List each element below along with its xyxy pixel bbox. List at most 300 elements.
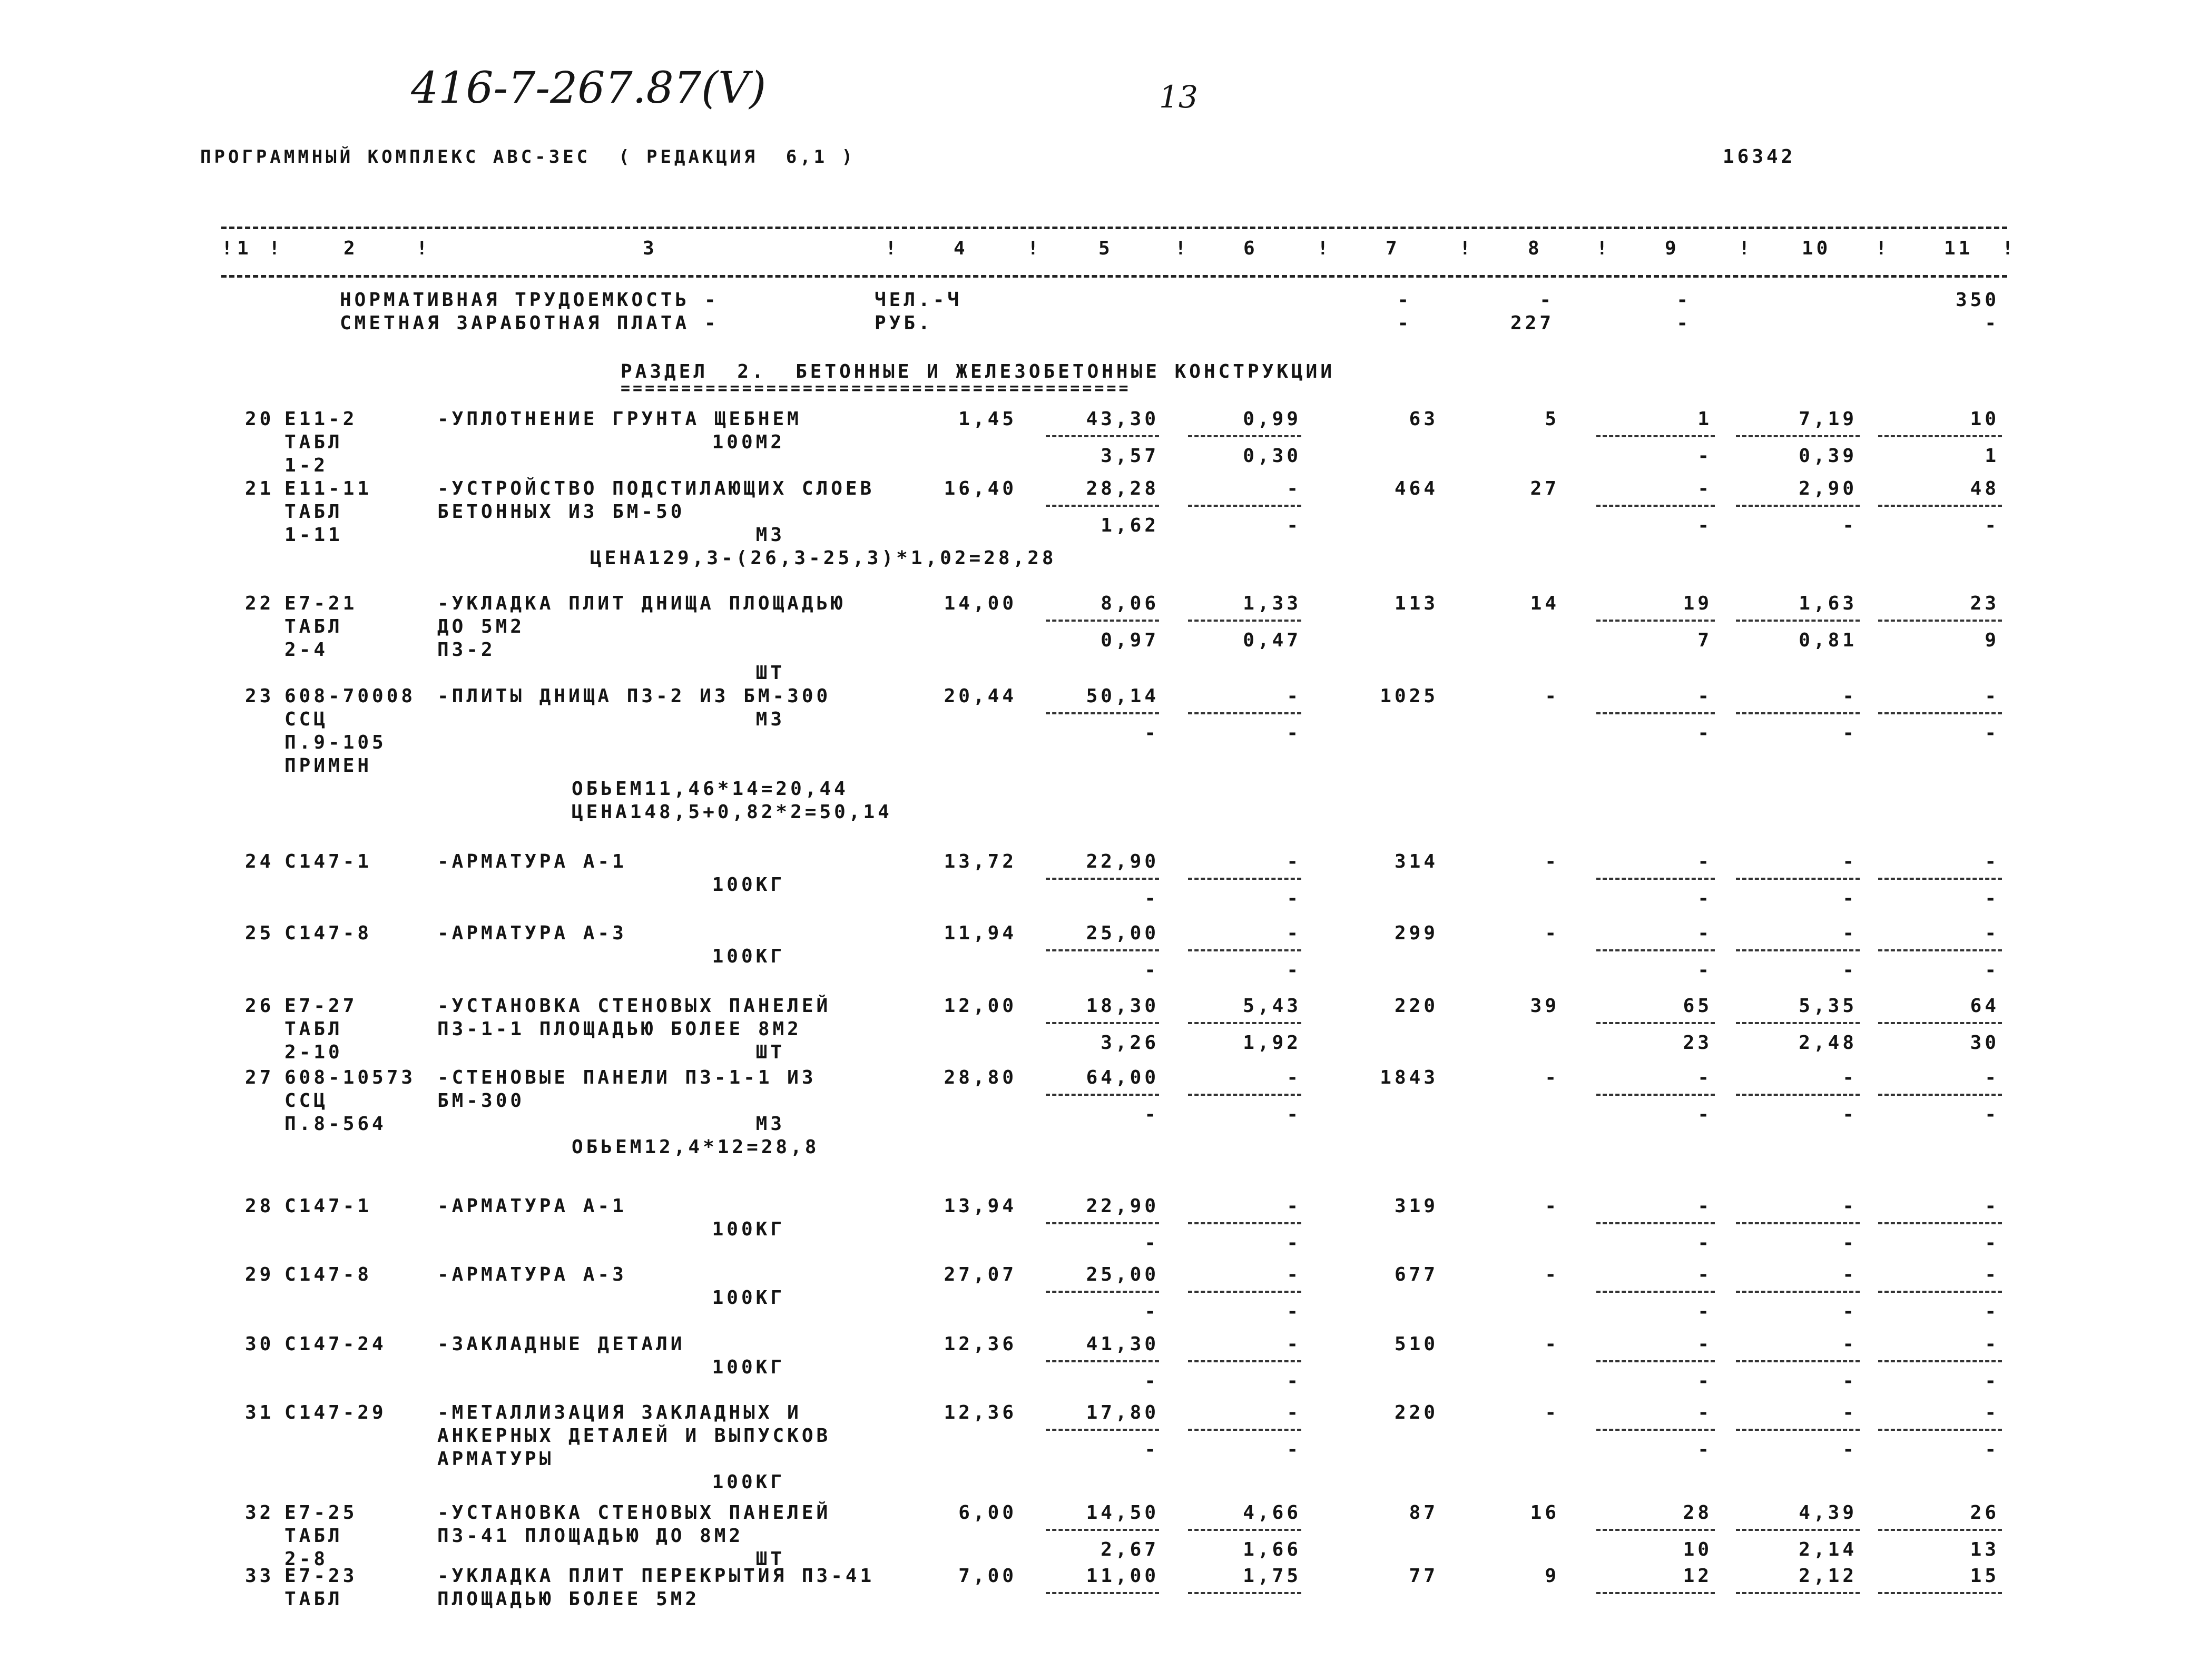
column-number-5: 5 <box>1098 238 1113 259</box>
row-number: 21 <box>245 478 274 499</box>
col5-value: 50,14 <box>1086 685 1159 707</box>
col5-sub-value: 3,26 <box>1101 1032 1159 1054</box>
col10-value: 1,63 <box>1799 593 1857 614</box>
row-code: Е7-27 <box>284 995 358 1017</box>
col9-sub-value: - <box>1697 1439 1712 1460</box>
col9-value: - <box>1697 685 1712 707</box>
row-description: -АРМАТУРА А-3 <box>437 1264 627 1285</box>
row-description: БЕТОННЫХ ИЗ БМ-50 <box>437 501 685 523</box>
col9-sub-value: 7 <box>1697 630 1712 651</box>
col11-divider <box>1878 712 2002 714</box>
col5-divider <box>1046 949 1159 951</box>
col5-divider <box>1046 620 1159 622</box>
col5-value: 22,90 <box>1086 1195 1159 1217</box>
col9-sub-value: - <box>1697 445 1712 467</box>
col9-value: - <box>1697 922 1712 944</box>
row-description: ПЗ-1-1 ПЛОЩАДЬЮ БОЛЕЕ 8М2 <box>437 1018 802 1040</box>
col9-sub-value: 23 <box>1683 1032 1712 1054</box>
col6-sub-value: 0,30 <box>1243 445 1301 467</box>
row-calc-note: ОБЬЕМ12,4*12=28,8 <box>572 1136 820 1158</box>
row-reference: П.8-564 <box>284 1113 387 1135</box>
col6-value: 5,43 <box>1243 995 1301 1017</box>
row-code: С147-1 <box>284 851 372 872</box>
row-description: -АРМАТУРА А-3 <box>437 922 627 944</box>
row-code: С147-8 <box>284 922 372 944</box>
col8-value: 5 <box>1545 408 1559 430</box>
col5-sub-value: 3,57 <box>1101 445 1159 467</box>
totals-col11: 350 <box>1955 289 1999 311</box>
col4-value: 20,44 <box>944 685 1017 707</box>
column-number-4: 4 <box>954 238 968 259</box>
col6-value: - <box>1287 922 1301 944</box>
col9-sub-value: - <box>1697 1104 1712 1125</box>
col9-value: 12 <box>1683 1565 1712 1587</box>
col4-value: 11,94 <box>944 922 1017 944</box>
col9-value: - <box>1697 851 1712 872</box>
col9-divider <box>1596 712 1715 714</box>
col6-divider <box>1188 1222 1301 1224</box>
col5-value: 28,28 <box>1086 478 1159 499</box>
col10-divider <box>1736 620 1860 622</box>
col9-divider <box>1596 1022 1715 1024</box>
col11-value: - <box>1985 851 1999 872</box>
col11-sub-value: - <box>1985 1370 1999 1392</box>
row-description: -УСТРОЙСТВО ПОДСТИЛАЮЩИХ СЛОЕВ <box>437 478 875 499</box>
col9-sub-value: - <box>1697 1370 1712 1392</box>
col10-value: - <box>1842 922 1857 944</box>
col6-value: - <box>1287 1195 1301 1217</box>
col10-value: 7,19 <box>1799 408 1857 430</box>
col6-sub-value: - <box>1287 959 1301 981</box>
row-unit: М3 <box>755 1113 785 1135</box>
col11-sub-value: - <box>1985 722 1999 744</box>
row-reference: 1-11 <box>284 524 343 546</box>
column-number-9: 9 <box>1665 238 1680 259</box>
col5-sub-value: - <box>1144 1232 1159 1254</box>
col6-divider <box>1188 1429 1301 1431</box>
col9-value: 28 <box>1683 1502 1712 1524</box>
col5-divider <box>1046 1094 1159 1096</box>
col7-value: 510 <box>1394 1333 1438 1355</box>
col11-value: 23 <box>1970 593 1999 614</box>
handwritten-doc-code: 416-7-267.87(V) <box>411 63 767 113</box>
column-number-10: 10 <box>1802 238 1831 259</box>
totals-col7: - <box>1397 289 1412 311</box>
column-separator: ! <box>1175 238 1190 259</box>
row-description: -МЕТАЛЛИЗАЦИЯ ЗАКЛАДНЫХ И <box>437 1402 802 1423</box>
row-description: -АРМАТУРА А-1 <box>437 851 627 872</box>
column-number-2: 2 <box>343 238 358 259</box>
row-description: АНКЕРНЫХ ДЕТАЛЕЙ И ВЫПУСКОВ <box>437 1425 831 1447</box>
col11-divider <box>1878 1222 2002 1224</box>
col4-value: 12,00 <box>944 995 1017 1017</box>
row-reference: 2-4 <box>284 639 329 661</box>
col5-value: 17,80 <box>1086 1402 1159 1423</box>
col5-divider <box>1046 1360 1159 1362</box>
totals-unit: РУБ. <box>875 312 933 334</box>
col10-divider <box>1736 1529 1860 1531</box>
row-reference: 2-8 <box>284 1548 329 1570</box>
row-number: 22 <box>245 593 274 614</box>
col11-sub-value: 9 <box>1985 630 1999 651</box>
column-number-11: 11 <box>1944 238 1974 259</box>
col8-value: 16 <box>1530 1502 1559 1524</box>
col11-value: 26 <box>1970 1502 1999 1524</box>
col6-sub-value: - <box>1287 1232 1301 1254</box>
col8-value: - <box>1545 851 1559 872</box>
col8-value: - <box>1545 1067 1559 1088</box>
row-unit: 100КГ <box>712 1471 785 1493</box>
row-unit: 100КГ <box>712 1219 785 1240</box>
col9-value: - <box>1697 478 1712 499</box>
col11-sub-value: - <box>1985 1301 1999 1322</box>
row-description: ПЗ-41 ПЛОЩАДЬЮ ДО 8М2 <box>437 1525 744 1547</box>
col8-value: 27 <box>1530 478 1559 499</box>
col11-divider <box>1878 1094 2002 1096</box>
row-number: 30 <box>245 1333 274 1355</box>
row-number: 24 <box>245 851 274 872</box>
col5-divider <box>1046 1291 1159 1293</box>
col10-value: 2,12 <box>1799 1565 1857 1587</box>
col11-sub-value: - <box>1985 1232 1999 1254</box>
col6-value: - <box>1287 851 1301 872</box>
col5-divider <box>1046 1529 1159 1531</box>
col9-value: - <box>1697 1264 1712 1285</box>
col11-value: - <box>1985 1333 1999 1355</box>
row-unit: ШТ <box>755 1042 785 1063</box>
row-number: 33 <box>245 1565 274 1587</box>
totals-col8: 227 <box>1510 312 1554 334</box>
col5-divider <box>1046 878 1159 880</box>
col11-divider <box>1878 435 2002 437</box>
col9-divider <box>1596 1094 1715 1096</box>
col10-divider <box>1736 1022 1860 1024</box>
col10-sub-value: - <box>1842 959 1857 981</box>
col11-value: - <box>1985 685 1999 707</box>
col5-divider <box>1046 435 1159 437</box>
col8-value: - <box>1545 1333 1559 1355</box>
col5-divider <box>1046 1222 1159 1224</box>
col11-sub-value: - <box>1985 515 1999 536</box>
col4-value: 16,40 <box>944 478 1017 499</box>
section-title: РАЗДЕЛ 2. БЕТОННЫЕ И ЖЕЛЕЗОБЕТОННЫЕ КОНСТРУКЦИИ <box>621 361 1336 382</box>
col10-value: - <box>1842 1264 1857 1285</box>
col8-value: - <box>1545 1195 1559 1217</box>
col10-sub-value: - <box>1842 515 1857 536</box>
col11-divider <box>1878 1291 2002 1293</box>
col10-sub-value: - <box>1842 722 1857 744</box>
totals-col8: - <box>1539 289 1554 311</box>
col9-divider <box>1596 1429 1715 1431</box>
col10-value: 4,39 <box>1799 1502 1857 1524</box>
col9-sub-value: - <box>1697 959 1712 981</box>
col6-value: - <box>1287 1402 1301 1423</box>
col11-sub-value: 30 <box>1970 1032 1999 1054</box>
row-unit: 100М2 <box>712 431 785 453</box>
col7-value: 464 <box>1394 478 1438 499</box>
row-description: ПЛОЩАДЬЮ БОЛЕЕ 5М2 <box>437 1588 700 1610</box>
col6-divider <box>1188 1291 1301 1293</box>
row-description: ДО 5М2 <box>437 616 525 637</box>
col6-divider <box>1188 949 1301 951</box>
row-unit: ШТ <box>755 1548 785 1570</box>
col5-sub-value: - <box>1144 1104 1159 1125</box>
col9-sub-value: - <box>1697 1232 1712 1254</box>
table-top-rule <box>221 227 2007 229</box>
col6-sub-value: - <box>1287 888 1301 909</box>
col10-sub-value: - <box>1842 1232 1857 1254</box>
col7-value: 677 <box>1394 1264 1438 1285</box>
totals-col11: - <box>1985 312 1999 334</box>
col6-value: - <box>1287 478 1301 499</box>
col10-sub-value: - <box>1842 1104 1857 1125</box>
column-number-3: 3 <box>643 238 657 259</box>
column-separator: ! <box>1459 238 1474 259</box>
page-number: 13 <box>1159 79 1198 115</box>
col10-sub-value: - <box>1842 1370 1857 1392</box>
col11-sub-value: - <box>1985 1439 1999 1460</box>
col11-sub-value: 1 <box>1985 445 1999 467</box>
row-reference: ТАБЛ <box>284 1588 343 1610</box>
col11-value: 48 <box>1970 478 1999 499</box>
col9-sub-value: - <box>1697 1301 1712 1322</box>
col11-divider <box>1878 1592 2002 1594</box>
col11-value: 64 <box>1970 995 1999 1017</box>
row-calc-note: ЦЕНА148,5+0,82*2=50,14 <box>572 801 892 823</box>
col6-value: 1,33 <box>1243 593 1301 614</box>
totals-col7: - <box>1397 312 1412 334</box>
col9-divider <box>1596 1592 1715 1594</box>
col11-value: - <box>1985 1402 1999 1423</box>
col9-value: 1 <box>1697 408 1712 430</box>
col10-divider <box>1736 1222 1860 1224</box>
col11-value: - <box>1985 1264 1999 1285</box>
totals-unit: ЧЕЛ.-Ч <box>875 289 963 311</box>
col10-value: 2,90 <box>1799 478 1857 499</box>
program-header: ПРОГРАММНЫЙ КОМПЛЕКС АВС-3ЕС ( РЕДАКЦИЯ 6,1 ) <box>200 146 856 168</box>
col6-divider <box>1188 620 1301 622</box>
row-description: -УКЛАДКА ПЛИТ ПЕРЕКРЫТИЯ ПЗ-41 <box>437 1565 875 1587</box>
totals-label: НОРМАТИВНАЯ ТРУДОЕМКОСТЬ - <box>340 289 719 311</box>
col6-divider <box>1188 1529 1301 1531</box>
row-number: 26 <box>245 995 274 1017</box>
col9-sub-value: - <box>1697 722 1712 744</box>
row-unit: 100КГ <box>712 946 785 967</box>
column-separator: ! <box>221 238 236 259</box>
col6-sub-value: - <box>1287 1301 1301 1322</box>
col6-divider <box>1188 435 1301 437</box>
column-number-6: 6 <box>1243 238 1258 259</box>
col7-value: 77 <box>1409 1565 1438 1587</box>
col4-value: 1,45 <box>958 408 1017 430</box>
col9-value: - <box>1697 1402 1712 1423</box>
column-separator: ! <box>885 238 900 259</box>
col5-sub-value: - <box>1144 888 1159 909</box>
row-code: Е11-2 <box>284 408 358 430</box>
col4-value: 13,72 <box>944 851 1017 872</box>
col5-value: 8,06 <box>1101 593 1159 614</box>
col5-value: 25,00 <box>1086 1264 1159 1285</box>
row-description: -УПЛОТНЕНИЕ ГРУНТА ЩЕБНЕМ <box>437 408 802 430</box>
col6-sub-value: - <box>1287 722 1301 744</box>
col6-divider <box>1188 712 1301 714</box>
col10-sub-value: 2,14 <box>1799 1539 1857 1560</box>
col6-value: 0,99 <box>1243 408 1301 430</box>
col4-value: 13,94 <box>944 1195 1017 1217</box>
row-number: 23 <box>245 685 274 707</box>
col10-divider <box>1736 1429 1860 1431</box>
col9-value: 19 <box>1683 593 1712 614</box>
col4-value: 28,80 <box>944 1067 1017 1088</box>
col7-value: 314 <box>1394 851 1438 872</box>
row-code: Е7-23 <box>284 1565 358 1587</box>
column-separator: ! <box>1317 238 1332 259</box>
col10-value: - <box>1842 685 1857 707</box>
col9-divider <box>1596 435 1715 437</box>
row-number: 29 <box>245 1264 274 1285</box>
row-code: 608-10573 <box>284 1067 416 1088</box>
row-code: Е7-25 <box>284 1502 358 1524</box>
col11-sub-value: - <box>1985 1104 1999 1125</box>
col10-divider <box>1736 878 1860 880</box>
col4-value: 12,36 <box>944 1402 1017 1423</box>
col6-sub-value: - <box>1287 1439 1301 1460</box>
row-calc-note: ЦЕНА129,3-(26,3-25,3)*1,02=28,28 <box>590 547 1057 569</box>
row-code: Е7-21 <box>284 593 358 614</box>
row-reference: ТАБЛ <box>284 501 343 523</box>
col7-value: 113 <box>1394 593 1438 614</box>
col5-value: 11,00 <box>1086 1565 1159 1587</box>
col5-sub-value: 1,62 <box>1101 515 1159 536</box>
col6-divider <box>1188 1592 1301 1594</box>
col9-sub-value: - <box>1697 515 1712 536</box>
col9-sub-value: 10 <box>1683 1539 1712 1560</box>
col5-sub-value: - <box>1144 722 1159 744</box>
col6-divider <box>1188 1360 1301 1362</box>
row-reference: ТАБЛ <box>284 1018 343 1040</box>
column-separator: ! <box>1739 238 1753 259</box>
col10-value: - <box>1842 1333 1857 1355</box>
col7-value: 220 <box>1394 995 1438 1017</box>
col5-sub-value: - <box>1144 1301 1159 1322</box>
col9-divider <box>1596 620 1715 622</box>
col10-divider <box>1736 949 1860 951</box>
col9-divider <box>1596 1360 1715 1362</box>
row-code: 608-70008 <box>284 685 416 707</box>
row-reference: ССЦ <box>284 1090 329 1112</box>
col9-divider <box>1596 949 1715 951</box>
col10-divider <box>1736 712 1860 714</box>
col6-value: - <box>1287 1067 1301 1088</box>
col6-value: 4,66 <box>1243 1502 1301 1524</box>
col11-divider <box>1878 1022 2002 1024</box>
row-reference: 1-2 <box>284 455 329 476</box>
row-reference: ТАБЛ <box>284 431 343 453</box>
col4-value: 14,00 <box>944 593 1017 614</box>
col8-value: - <box>1545 685 1559 707</box>
col4-value: 27,07 <box>944 1264 1017 1285</box>
col9-sub-value: - <box>1697 888 1712 909</box>
row-unit: ШТ <box>755 662 785 684</box>
col6-divider <box>1188 878 1301 880</box>
col6-divider <box>1188 505 1301 507</box>
col9-divider <box>1596 505 1715 507</box>
row-code: С147-29 <box>284 1402 387 1423</box>
row-number: 25 <box>245 922 274 944</box>
row-number: 27 <box>245 1067 274 1088</box>
row-unit: 100КГ <box>712 1287 785 1309</box>
col5-sub-value: - <box>1144 1370 1159 1392</box>
col6-sub-value: 1,92 <box>1243 1032 1301 1054</box>
col8-value: - <box>1545 922 1559 944</box>
col6-sub-value: - <box>1287 1104 1301 1125</box>
col10-sub-value: - <box>1842 888 1857 909</box>
row-description: -СТЕНОВЫЕ ПАНЕЛИ ПЗ-1-1 ИЗ <box>437 1067 817 1088</box>
col7-value: 63 <box>1409 408 1438 430</box>
row-code: С147-24 <box>284 1333 387 1355</box>
col8-value: - <box>1545 1264 1559 1285</box>
col6-value: - <box>1287 1333 1301 1355</box>
row-reference: П.9-105 <box>284 732 387 753</box>
column-number-8: 8 <box>1528 238 1543 259</box>
col11-divider <box>1878 878 2002 880</box>
col6-value: - <box>1287 1264 1301 1285</box>
col7-value: 1843 <box>1380 1067 1438 1088</box>
row-reference: ССЦ <box>284 709 329 730</box>
col9-value: - <box>1697 1067 1712 1088</box>
col5-divider <box>1046 1022 1159 1024</box>
col8-value: 39 <box>1530 995 1559 1017</box>
col5-value: 14,50 <box>1086 1502 1159 1524</box>
col4-value: 12,36 <box>944 1333 1017 1355</box>
col10-value: - <box>1842 1067 1857 1088</box>
col6-divider <box>1188 1094 1301 1096</box>
col5-value: 64,00 <box>1086 1067 1159 1088</box>
column-number-1: 1 <box>237 238 252 259</box>
col7-value: 299 <box>1394 922 1438 944</box>
totals-label: СМЕТНАЯ ЗАРАБОТНАЯ ПЛАТА - <box>340 312 719 334</box>
col10-divider <box>1736 1592 1860 1594</box>
row-unit: 100КГ <box>712 874 785 896</box>
col11-divider <box>1878 1429 2002 1431</box>
section-title-underline: ========================================== <box>621 379 1131 398</box>
col11-sub-value: 13 <box>1970 1539 1999 1560</box>
column-separator: ! <box>1596 238 1611 259</box>
col6-divider <box>1188 1022 1301 1024</box>
col7-value: 220 <box>1394 1402 1438 1423</box>
row-code: Е11-11 <box>284 478 372 499</box>
col6-sub-value: 1,66 <box>1243 1539 1301 1560</box>
col9-divider <box>1596 1529 1715 1531</box>
col10-value: - <box>1842 1402 1857 1423</box>
col9-value: - <box>1697 1195 1712 1217</box>
row-description: БМ-300 <box>437 1090 525 1112</box>
col5-sub-value: 2,67 <box>1101 1539 1159 1560</box>
row-reference: ТАБЛ <box>284 1525 343 1547</box>
col10-sub-value: - <box>1842 1301 1857 1322</box>
col7-value: 319 <box>1394 1195 1438 1217</box>
row-description: -АРМАТУРА А-1 <box>437 1195 627 1217</box>
col6-sub-value: 0,47 <box>1243 630 1301 651</box>
row-description: -УКЛАДКА ПЛИТ ДНИЩА ПЛОЩАДЬЮ <box>437 593 846 614</box>
col6-sub-value: - <box>1287 1370 1301 1392</box>
col7-value: 87 <box>1409 1502 1438 1524</box>
row-reference: ПРИМЕН <box>284 755 372 777</box>
row-description: АРМАТУРЫ <box>437 1448 554 1470</box>
col5-divider <box>1046 1592 1159 1594</box>
row-number: 31 <box>245 1402 274 1423</box>
row-description: -ЗАКЛАДНЫЕ ДЕТАЛИ <box>437 1333 685 1355</box>
